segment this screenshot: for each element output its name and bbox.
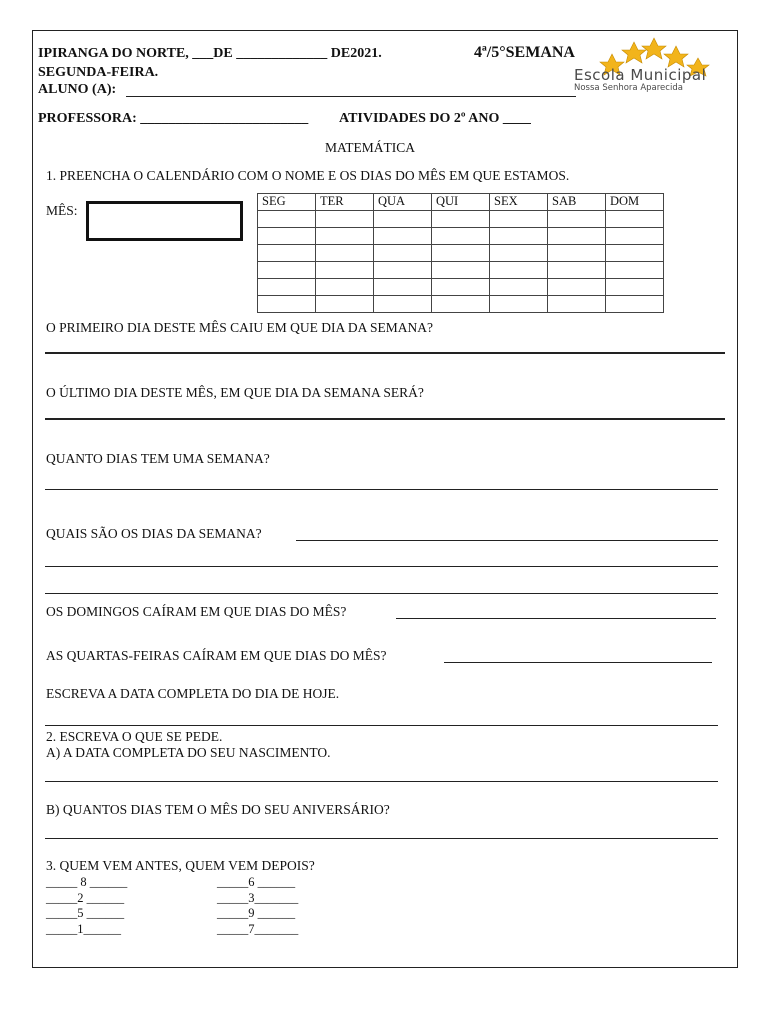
sequence-item[interactable]: _____9 ______ bbox=[217, 906, 296, 920]
day-label: SEGUNDA-FEIRA. bbox=[38, 65, 159, 80]
answer-line[interactable] bbox=[296, 540, 718, 541]
student-label: ALUNO (A): bbox=[38, 82, 117, 97]
answer-line[interactable] bbox=[45, 566, 718, 567]
today-question: ESCREVA A DATA COMPLETA DO DIA DE HOJE. bbox=[46, 686, 340, 701]
q1-title: 1. PREENCHA O CALENDÁRIO COM O NOME E OS DIAS DO MÊS EM QUE ESTAMOS. bbox=[46, 168, 570, 183]
q3-left-column bbox=[46, 875, 127, 937]
logo-subtitle: Nossa Senhora Aparecida bbox=[574, 83, 683, 93]
weekday-sab: SAB bbox=[548, 194, 606, 211]
weekday-qua: QUA bbox=[374, 194, 432, 211]
calendar-week-row[interactable] bbox=[258, 296, 664, 313]
sequence-item[interactable]: _____2 ______ bbox=[46, 890, 125, 905]
first-day-question: O PRIMEIRO DIA DESTE MÊS CAIU EM QUE DIA DA SEMANA? bbox=[46, 320, 434, 335]
q3-right-column bbox=[217, 875, 298, 937]
logo-title: Escola Municipal bbox=[574, 66, 707, 84]
sequence-item[interactable]: _____6 ______ bbox=[217, 875, 296, 889]
sequence-item[interactable]: _____3_______ bbox=[217, 890, 299, 905]
q2-a-question: A) A DATA COMPLETA DO SEU NASCIMENTO. bbox=[46, 745, 331, 760]
month-input-box[interactable] bbox=[86, 201, 243, 241]
month-label: MÊS: bbox=[46, 203, 78, 218]
answer-line[interactable] bbox=[45, 593, 718, 594]
calendar-week-row[interactable] bbox=[258, 228, 664, 245]
student-name-line[interactable] bbox=[126, 96, 576, 97]
answer-line[interactable] bbox=[45, 489, 718, 490]
weekday-qui: QUI bbox=[432, 194, 490, 211]
answer-line[interactable] bbox=[396, 618, 716, 619]
sequence-item[interactable]: _____1______ bbox=[46, 921, 121, 936]
calendar-week-row[interactable] bbox=[258, 262, 664, 279]
sequence-item[interactable]: _____ 8 ______ bbox=[46, 875, 128, 889]
sequence-item[interactable]: _____5 ______ bbox=[46, 906, 125, 920]
activities-label: ATIVIDADES DO 2º ANO ____ bbox=[339, 111, 531, 126]
calendar-week-row[interactable] bbox=[258, 211, 664, 228]
calendar-week-row[interactable] bbox=[258, 279, 664, 296]
answer-line[interactable] bbox=[45, 725, 718, 726]
answer-line[interactable] bbox=[444, 662, 712, 663]
sundays-question: OS DOMINGOS CAÍRAM EM QUE DIAS DO MÊS? bbox=[46, 604, 347, 619]
calendar-header-row bbox=[258, 194, 664, 211]
weekday-seg: SEG bbox=[258, 194, 316, 211]
week-label: 4ª/5°SEMANA bbox=[474, 44, 575, 61]
sequence-item[interactable]: _____7_______ bbox=[217, 921, 299, 936]
weekday-dom: DOM bbox=[606, 194, 664, 211]
school-logo bbox=[572, 34, 734, 96]
answer-line[interactable] bbox=[45, 418, 725, 420]
q2-b-question: B) QUANTOS DIAS TEM O MÊS DO SEU ANIVERSÁRIO? bbox=[46, 802, 390, 817]
answer-line[interactable] bbox=[45, 781, 718, 782]
header-date-line: IPIRANGA DO NORTE, ___DE _____________ DE2021. bbox=[38, 46, 382, 61]
answer-line[interactable] bbox=[45, 838, 718, 839]
teacher-label: PROFESSORA: ________________________ bbox=[38, 111, 309, 126]
answer-line[interactable] bbox=[45, 352, 725, 354]
which-days-question: QUAIS SÃO OS DIAS DA SEMANA? bbox=[46, 526, 262, 541]
q2-title: 2. ESCREVA O QUE SE PEDE. bbox=[46, 729, 223, 744]
subject-title: MATEMÁTICA bbox=[325, 140, 415, 155]
wednesdays-question: AS QUARTAS-FEIRAS CAÍRAM EM QUE DIAS DO MÊS? bbox=[46, 648, 387, 663]
days-week-question: QUANTO DIAS TEM UMA SEMANA? bbox=[46, 451, 270, 466]
weekday-ter: TER bbox=[316, 194, 374, 211]
weekday-sex: SEX bbox=[490, 194, 548, 211]
calendar-table bbox=[257, 193, 664, 313]
q3-title: 3. QUEM VEM ANTES, QUEM VEM DEPOIS? bbox=[46, 858, 315, 873]
last-day-question: O ÚLTIMO DIA DESTE MÊS, EM QUE DIA DA SEMANA SERÁ? bbox=[46, 385, 424, 400]
calendar-week-row[interactable] bbox=[258, 245, 664, 262]
